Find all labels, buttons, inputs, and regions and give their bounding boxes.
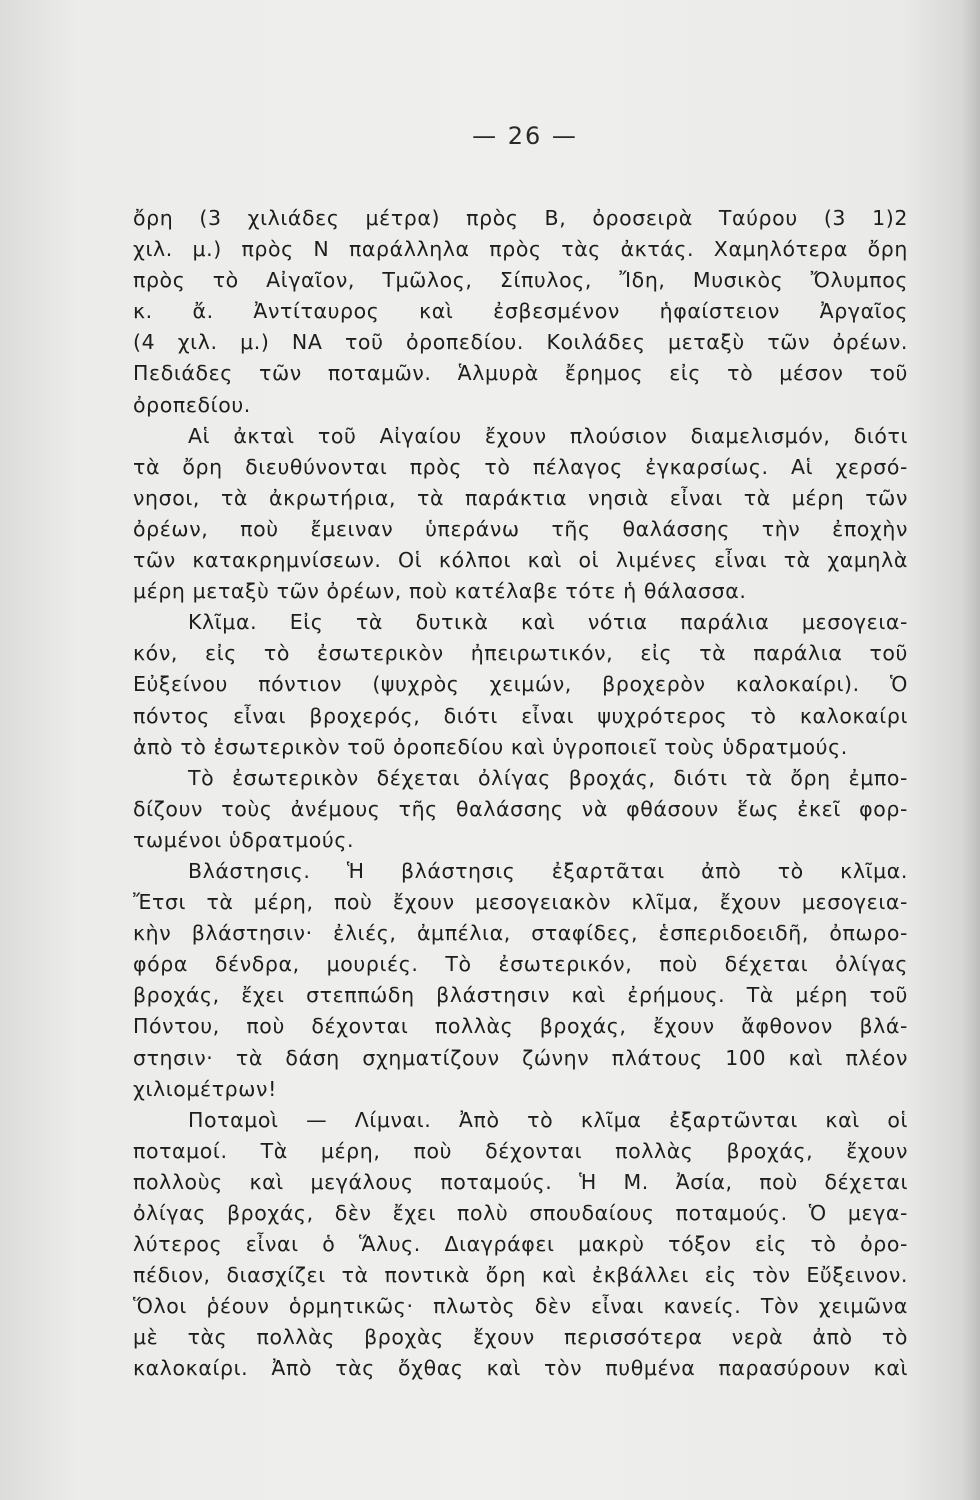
text-line: ὀρέων, ποὺ ἔμειναν ὑπεράνω τῆς θαλάσσης τὴν ἐποχὴν	[133, 516, 908, 541]
text-line: χιλ. μ.) πρὸς Ν παράλληλα πρὸς τὰς ἀκτάς. Χαμηλότερα ὄρη	[133, 237, 908, 262]
text-line: λύτερος εἶναι ὁ Ἅλυς. Διαγράφει μακρὺ τόξον εἰς τὸ ὀρο-	[133, 1232, 908, 1257]
text-line: πόντος εἶναι βροχερός, διότι εἶναι ψυχρότερος τὸ καλοκαίρι	[133, 703, 908, 728]
text-line: Κλῖμα. Εἰς τὰ δυτικὰ καὶ νότια παράλια μεσογεια-	[188, 610, 908, 635]
text-line: ποταμοί. Τὰ μέρη, ποὺ δέχονται πολλὰς βροχάς, ἔχουν	[133, 1138, 908, 1163]
text-line: μέρη μεταξὺ τῶν ὀρέων, ποὺ κατέλαβε τότε ἡ θάλασσα.	[133, 579, 747, 604]
text-line: δίζουν τοὺς ἀνέμους τῆς θαλάσσης νὰ φθάσουν ἕως ἐκεῖ φορ-	[133, 796, 908, 821]
text-line: πρὸς τὸ Αἰγαῖον, Τμῶλος, Σίπυλος, Ἴδη, Μυσικὸς Ὄλυμπος	[133, 268, 908, 293]
text-line: Ποταμοὶ — Λίμναι. Ἀπὸ τὸ κλῖμα ἐξαρτῶνται καὶ οἱ	[188, 1107, 908, 1132]
text-line: φόρα δένδρα, μουριές. Τὸ ἐσωτερικόν, ποὺ δέχεται ὀλίγας	[133, 952, 908, 977]
text-line: Ὅλοι ῥέουν ὁρμητικῶς· πλωτὸς δὲν εἶναι κανείς. Τὸν χειμῶνα	[133, 1294, 908, 1319]
text-line: ὀλίγας βροχάς, δὲν ἔχει πολὺ σπουδαίους ποταμούς. Ὁ μεγα-	[133, 1201, 908, 1225]
text-line: χιλιομέτρων!	[133, 1076, 277, 1101]
text-line: καλοκαίρι. Ἀπὸ τὰς ὄχθας καὶ τὸν πυθμένα παρασύρουν καὶ	[133, 1356, 908, 1381]
text-line: μὲ τὰς πολλὰς βροχὰς ἔχουν περισσότερα νερὰ ἀπὸ τὸ	[133, 1325, 908, 1350]
page-number: — 26 —	[472, 122, 578, 150]
text-line: Ἔτσι τὰ μέρη, ποὺ ἔχουν μεσογειακὸν κλῖμα, ἔχουν μεσογεια-	[133, 890, 908, 915]
text-line: Πεδιάδες τῶν ποταμῶν. Ἁλμυρὰ ἔρημος εἰς τὸ μέσον τοῦ	[133, 361, 908, 386]
text-line: νησοι, τὰ ἀκρωτήρια, τὰ παράκτια νησιὰ εἶναι τὰ μέρη τῶν	[133, 485, 908, 510]
text-line: (4 χιλ. μ.) ΝΑ τοῦ ὀροπεδίου. Κοιλάδες μεταξὺ τῶν ὀρέων.	[133, 330, 908, 355]
body-text	[133, 203, 908, 1385]
text-line: ὄρη (3 χιλιάδες μέτρα) πρὸς Β, ὀροσειρὰ Ταύρου (3 1)2	[133, 206, 908, 230]
text-line: ὀροπεδίου.	[133, 392, 251, 417]
text-line: τῶν κατακρημνίσεων. Οἱ κόλποι καὶ οἱ λιμένες εἶναι τὰ χαμηλὰ	[133, 548, 908, 573]
text-line: Τὸ ἐσωτερικὸν δέχεται ὀλίγας βροχάς, διότι τὰ ὄρη ἐμπο-	[188, 765, 908, 790]
text-line: Εὐξείνου πόντιον (ψυχρὸς χειμών, βροχερὸν καλοκαίρι). Ὁ	[133, 672, 908, 697]
text-line: ἀπὸ τὸ ἐσωτερικὸν τοῦ ὀροπεδίου καὶ ὑγροποιεῖ τοὺς ὑδρατμούς.	[133, 734, 848, 759]
text-line: στησιν· τὰ δάση σχηματίζουν ζώνην πλάτους 100 καὶ πλέον	[133, 1045, 908, 1070]
text-line: Βλάστησις. Ἡ βλάστησις ἐξαρτᾶται ἀπὸ τὸ κλῖμα.	[188, 858, 908, 883]
page-spine-shadow	[962, 0, 980, 1500]
text-line: κόν, εἰς τὸ ἐσωτερικὸν ἠπειρωτικόν, εἰς τὰ παράλια τοῦ	[133, 641, 908, 666]
text-line: κὴν βλάστησιν· ἐλιές, ἀμπέλια, σταφίδες, ἑσπεριδοειδῆ, ὀπωρο-	[133, 921, 908, 946]
text-line: τὰ ὄρη διευθύνονται πρὸς τὸ πέλαγος ἐγκαρσίως. Αἱ χερσό-	[133, 454, 908, 479]
text-line: κ. ἄ. Ἀντίταυρος καὶ ἐσβεσμένον ἡφαίστειον Ἀργαῖος	[133, 299, 908, 324]
text-line: βροχάς, ἔχει στεππώδη βλάστησιν καὶ ἐρήμους. Τὰ μέρη τοῦ	[133, 983, 908, 1008]
text-line: πέδιον, διασχίζει τὰ ποντικὰ ὄρη καὶ ἐκβάλλει εἰς τὸν Εὔξεινον.	[133, 1263, 908, 1288]
text-line: Πόντου, ποὺ δέχονται πολλὰς βροχάς, ἔχουν ἄφθονον βλά-	[133, 1014, 908, 1039]
text-line: Αἱ ἀκταὶ τοῦ Αἰγαίου ἔχουν πλούσιον διαμελισμόν, διότι	[188, 423, 908, 448]
text-line: πολλοὺς καὶ μεγάλους ποταμούς. Ἡ Μ. Ἀσία, ποὺ δέχεται	[133, 1169, 908, 1194]
text-line: τωμένοι ὑδρατμούς.	[133, 827, 355, 852]
